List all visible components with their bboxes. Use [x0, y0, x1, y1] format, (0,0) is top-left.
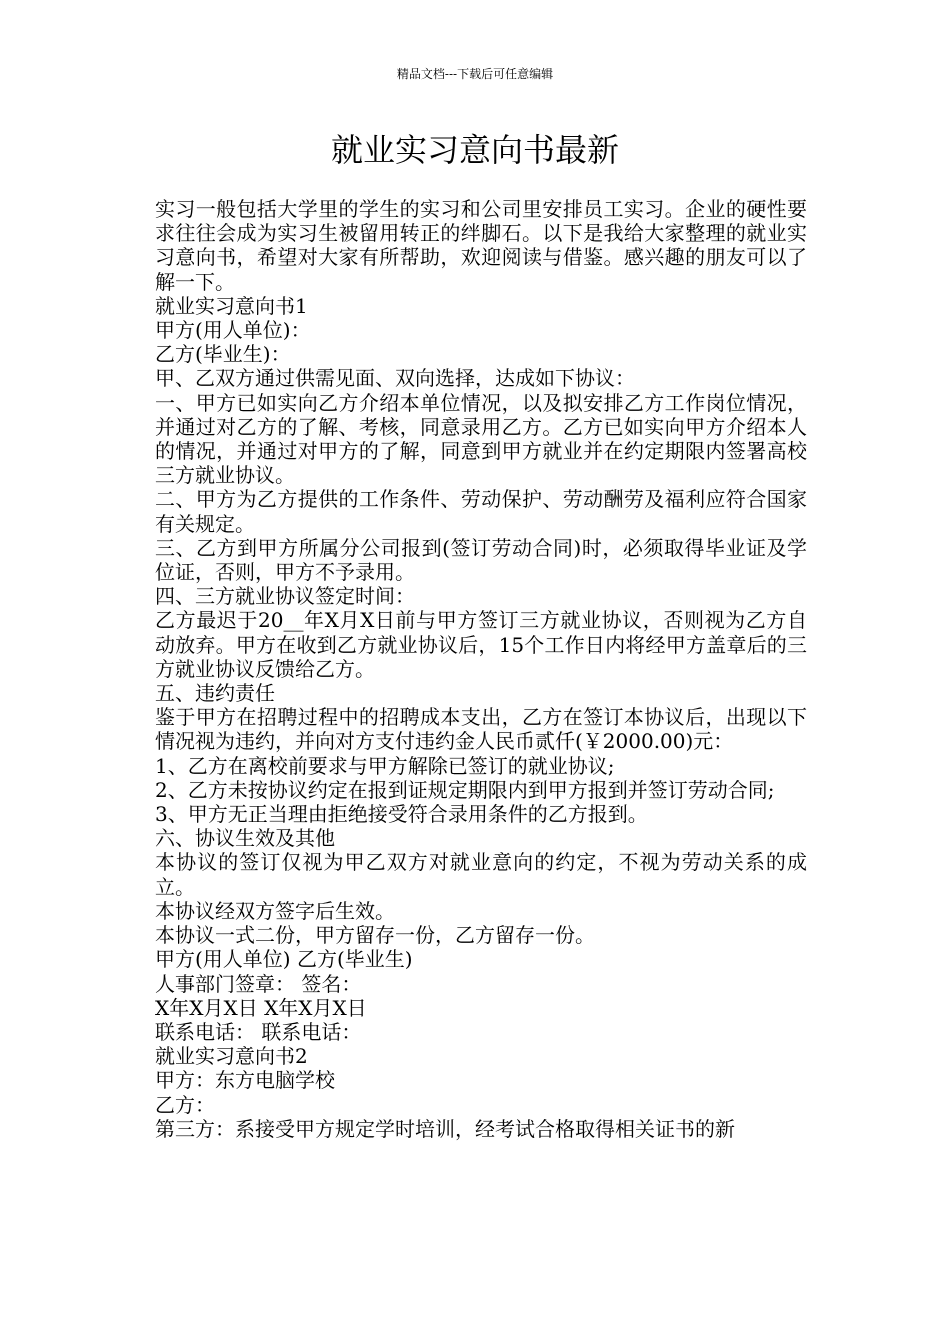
clause-5-heading: 五、违约责任	[155, 681, 275, 706]
party-b-line: 乙方(毕业生)：	[155, 342, 291, 367]
clause-3: 三、乙方到甲方所属分公司报到(签订劳动合同)时，必须取得毕业证及学位证，否则，甲方不予录用。	[155, 535, 807, 585]
third-party-line: 第三方：系接受甲方规定学时培训，经考试合格取得相关证书的新	[155, 1116, 735, 1141]
page-header: 精品文档---下载后可任意编辑	[396, 67, 554, 81]
breach-item-3: 3、甲方无正当理由拒绝接受符合录用条件的乙方报到。	[155, 802, 648, 827]
clause-6-heading: 六、协议生效及其他	[155, 826, 335, 851]
contact-phone-line: 联系电话： 联系电话：	[155, 1019, 362, 1044]
breach-item-2: 2、乙方未按协议约定在报到证规定期限内到甲方报到并签订劳动合同;	[155, 777, 775, 802]
effective-line: 本协议经双方签字后生效。	[155, 898, 395, 923]
signature-parties: 甲方(用人单位) 乙方(毕业生)	[155, 947, 413, 972]
copies-line: 本协议一式二份，甲方留存一份，乙方留存一份。	[155, 923, 595, 948]
section-heading-2: 就业实习意向书2	[155, 1044, 308, 1069]
breach-item-1: 1、乙方在离校前要求与甲方解除已签订的就业协议;	[155, 753, 615, 778]
signature-date-line: X年X月X日 X年X月X日	[155, 995, 367, 1020]
clause-2: 二、甲方为乙方提供的工作条件、劳动保护、劳动酬劳及福利应符合国家有关规定。	[155, 487, 807, 536]
document-body	[145, 197, 807, 1141]
clause-1: 一、甲方已如实向乙方介绍本单位情况，以及拟安排乙方工作岗位情况，并通过对乙方的了解、考核，同意录用乙方。乙方已如实向甲方介绍本人的情况，并通过对甲方的了解，同意到甲方就业并在约定期限内签署高校三方就业协议。	[155, 390, 807, 488]
party-a-line: 甲方(用人单位)：	[155, 318, 311, 343]
signature-seal-line: 人事部门签章： 签名：	[155, 971, 362, 996]
agreement-intro: 甲、乙双方通过供需见面、双向选择，达成如下协议：	[155, 366, 635, 391]
party-b-line-2: 乙方：	[155, 1092, 215, 1117]
clause-6-body: 本协议的签订仅视为甲乙双方对就业意向的约定，不视为劳动关系的成立。	[155, 850, 807, 899]
document-title: 就业实习意向书最新	[330, 131, 619, 169]
section-heading-1: 就业实习意向书1	[155, 293, 308, 318]
clause-4-heading: 四、三方就业协议签定时间：	[155, 584, 415, 609]
clause-5-body: 鉴于甲方在招聘过程中的招聘成本支出，乙方在签订本协议后，出现以下情况视为违约，并向对方支付违约金人民币贰仟(￥2000.00)元：	[155, 705, 807, 754]
intro-paragraph: 实习一般包括大学里的学生的实习和公司里安排员工实习。企业的硬性要求往往会成为实习生被留用转正的绊脚石。以下是我给大家整理的就业实习意向书，希望对大家有所帮助，欢迎阅读与借鉴。感兴趣的朋友可以了解一下。	[155, 197, 807, 294]
party-a-school: 甲方：东方电脑学校	[155, 1068, 335, 1093]
clause-4-body: 乙方最迟于20__年X月X日前与甲方签订三方就业协议，否则视为乙方自动放弃。甲方在收到乙方就业协议后，15个工作日内将经甲方盖章后的三方就业协议反馈给乙方。	[155, 608, 807, 681]
